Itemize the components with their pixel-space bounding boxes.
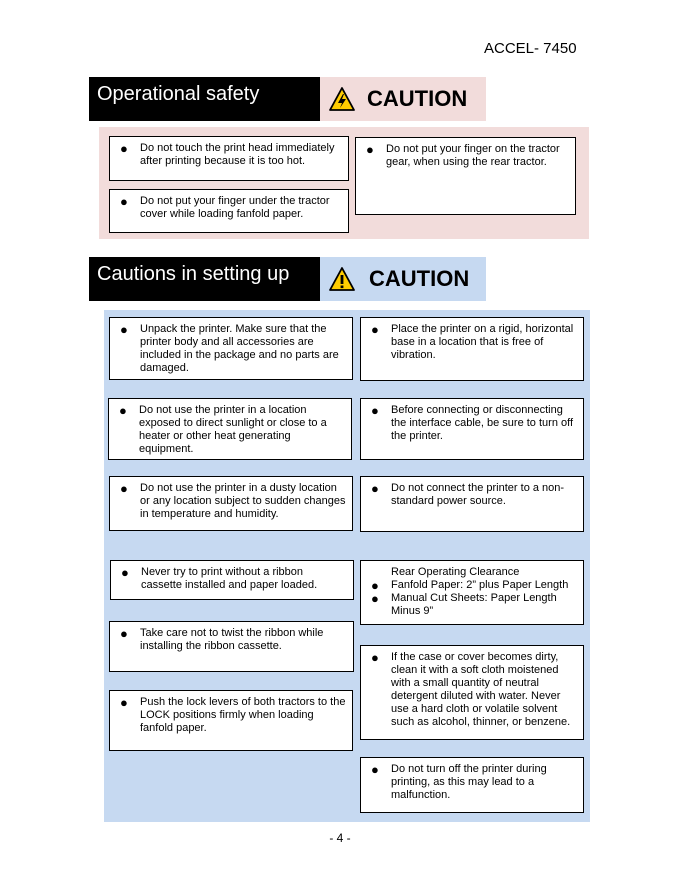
bullet-icon: ● <box>120 141 128 156</box>
bullet-icon: ● <box>120 695 128 710</box>
operational-item-print-head: ● Do not touch the print head immediately after printing because it is too hot. <box>109 136 349 181</box>
setup-item-power-off: ● Do not turn off the printer during printing, as this may lead to a malfunction. <box>360 757 584 813</box>
bullet-icon: ● <box>120 626 128 641</box>
bullet-icon: ● <box>371 481 379 496</box>
setup-item-dusty: ● Do not use the printer in a dusty location or any location subject to sudden changes in temperature and humidity. <box>109 476 353 531</box>
operational-item-tractor-cover: ● Do not put your finger under the tractor cover while loading fanfold paper. <box>109 189 349 233</box>
setup-item-rigid-base: ● Place the printer on a rigid, horizontal base in a location that is free of vibration. <box>360 317 584 381</box>
bullet-icon: ● <box>121 565 129 580</box>
setup-cautions-title: Cautions in setting up <box>89 257 320 301</box>
setup-caution-label: CAUTION <box>369 266 470 291</box>
setup-item-interface-cable: ● Before connecting or disconnecting the interface cable, be sure to turn off the printer. <box>360 398 584 460</box>
bullet-icon: ● <box>366 142 374 157</box>
setup-item-sunlight: ● Do not use the printer in a location exposed to direct sunlight or close to a heater or other heat generating equipment. <box>108 398 352 460</box>
bullet-icon: ● <box>371 650 379 665</box>
setup-caution-banner <box>320 257 486 301</box>
setup-rear-clearance: Rear Operating Clearance ● Fanfold Paper: 2” plus Paper Length ● Manual Cut Sheets: Paper Length Minus 9” <box>360 560 584 625</box>
operational-safety-title: Operational safety <box>89 77 320 121</box>
exclamation-warning-icon <box>328 266 356 292</box>
bullet-icon: ● <box>120 194 128 209</box>
clearance-title: Rear Operating Clearance <box>391 566 520 578</box>
electric-warning-icon <box>328 86 356 112</box>
setup-item-lock-levers: ● Push the lock levers of both tractors to the LOCK positions firmly when loading fanfold paper. <box>109 690 353 751</box>
setup-item-ribbon-cassette: ● Never try to print without a ribbon cassette installed and paper loaded. <box>110 560 354 600</box>
document-id: ACCEL- 7450 <box>484 40 577 57</box>
bullet-icon: ● <box>371 591 379 606</box>
page-number: - 4 - <box>329 831 351 845</box>
bullet-icon: ● <box>371 322 379 337</box>
setup-item-twist-ribbon: ● Take care not to twist the ribbon while installing the ribbon cassette. <box>109 621 354 672</box>
bullet-icon: ● <box>371 403 379 418</box>
bullet-icon: ● <box>371 762 379 777</box>
operational-caution-banner <box>320 77 486 121</box>
bullet-icon: ● <box>120 481 128 496</box>
operational-caution-label: CAUTION <box>367 86 468 111</box>
setup-item-unpack: ● Unpack the printer. Make sure that the printer body and all accessories are included in the package and no parts are damaged. <box>109 317 353 380</box>
operational-item-tractor-gear: ● Do not put your finger on the tractor gear, when using the rear tractor. <box>355 137 576 215</box>
setup-item-power-source: ● Do not connect the printer to a non-standard power source. <box>360 476 584 532</box>
setup-item-cleaning: ● If the case or cover becomes dirty, clean it with a soft cloth moistened with a small quantity of neutral detergent diluted with water. Never use a hard cloth or volatile solvent such as alcohol, thinner, or benzene. <box>360 645 584 740</box>
bullet-icon: ● <box>371 578 379 593</box>
bullet-icon: ● <box>120 322 128 337</box>
bullet-icon: ● <box>119 403 127 418</box>
